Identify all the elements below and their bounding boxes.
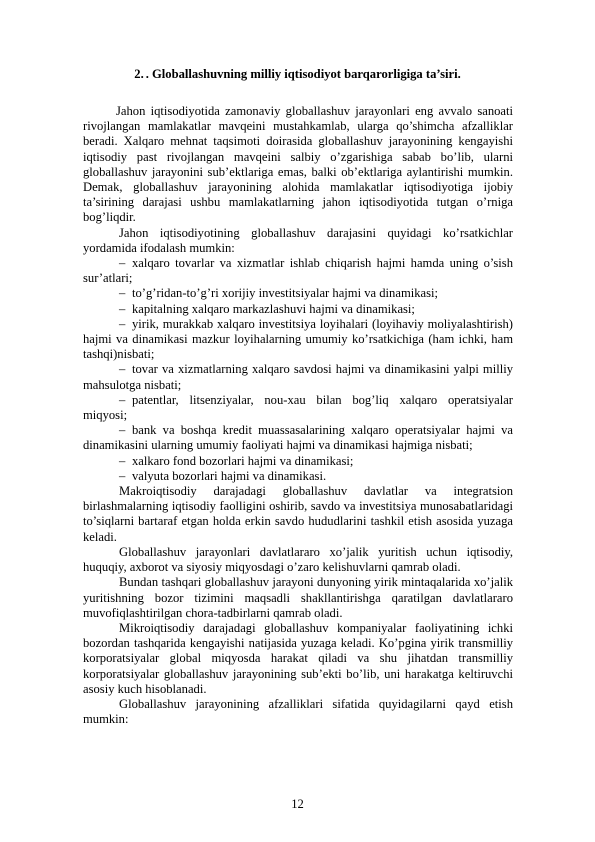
list-item-text: xalkaro fond bozorlari hajmi va dinamikasi;	[132, 453, 354, 468]
list-item	[83, 469, 513, 484]
list-item	[83, 256, 513, 286]
list-item-text: tovar va xizmatlarning xalqaro savdosi hajmi va dinamikasini yalpi milliy mahsulotga nisbati;	[83, 362, 513, 392]
bullet-dash: –	[119, 256, 126, 271]
bullet-dash: –	[119, 453, 126, 468]
section-number: 2.	[134, 67, 144, 81]
paragraph-6: Mikroiqtisodiy darajadagi globallashuv kompaniyalar faoliyatining ichki bozordan tashqarida kengayishi natijasida yuzaga keladi. Ko’pgina yirik transmilliy korporatsiyalar global miqyosda harakat qiladi va shu jihatdan transmilliy korporatsiyalar globallashuv jarayonining sub’ekti bo’lib, uni harakatga keltiruvchi asosiy kuch hisoblanadi.	[83, 620, 513, 696]
list-item-text: bank va boshqa kredit muassasalarining xalqaro operatsiyalar hajmi va dinamikasini ularning umumiy faoliyati hajmi va dinamikasi hajmiga nisbati;	[83, 423, 513, 453]
section-title	[0, 67, 595, 82]
list-item	[83, 423, 513, 453]
list-item-text: kapitalning xalqaro markazlashuvi hajmi va dinamikasi;	[132, 301, 415, 316]
bullet-dash: –	[119, 362, 126, 377]
bullet-dash: –	[119, 468, 126, 483]
list-item-text: valyuta bozorlari hajmi va dinamikasi.	[132, 468, 327, 483]
paragraph-7: Globallashuv jarayonining afzalliklari sifatida quyidagilarni qayd etish mumkin:	[83, 696, 513, 727]
paragraph-3: Makroiqtisodiy darajadagi globallashuv davlatlar va integratsion birlashmalarning iqtisodiy faolligini oshirib, savdo va investitsiya munosabatlaridagi to’siqlarni bartaraf etgan holda erkin savdo hududlarini tashkil etish asosida yuzaga keladi.	[83, 484, 513, 544]
list-item	[83, 317, 513, 363]
bullet-dash: –	[119, 423, 126, 438]
body-text	[83, 104, 513, 727]
list-item-text: to’g’ridan-to’g’ri xorijiy investitsiyalar hajmi va dinamikasi;	[132, 286, 439, 301]
page-number: 12	[291, 797, 304, 811]
list-item	[83, 286, 513, 301]
list-item	[83, 362, 513, 392]
paragraph-4: Globallashuv jarayonlari davlatlararo xo’jalik yuritish uchun iqtisodiy, huquqiy, axborot va siyosiy miqyosdagi o’zaro kelishuvlarni qamrab oladi.	[83, 544, 513, 575]
list-item	[83, 454, 513, 469]
paragraph-2: Jahon iqtisodiyotining globallashuv darajasini quyidagi ko’rsatkichlar yordamida ifodalash mumkin:	[83, 225, 513, 255]
bullet-dash: –	[119, 301, 126, 316]
list-item	[83, 302, 513, 317]
list-item-text: patentlar, litsenziyalar, nou-xau bilan bog’liq xalqaro operatsiyalar miqyosi;	[83, 392, 513, 423]
bullet-dash: –	[119, 392, 126, 407]
paragraph-5: Bundan tashqari globallashuv jarayoni dunyoning yirik mintaqalarida xo’jalik yuritishning bozor tizimini maqsadli shakllantirishga qaratilgan davlatlararo muvofiqlashtirilgan chora-tadbirlarni qamrab oladi.	[83, 575, 513, 620]
list-item-text: yirik, murakkab xalqaro investitsiya loyihalari (loyihaviy moliyalashtirish) hajmi va dinamikasi mazkur loyihalarning umumiy ko’rsatkichiga (ham ichki, ham tashqi)nisbati;	[83, 316, 513, 362]
list-item-text: xalqaro tovarlar va xizmatlar ishlab chiqarish hajmi hamda uning o’sish sur’atlari;	[83, 256, 513, 286]
section-title-text: . Globallashuvning milliy iqtisodiyot barqarorligiga ta’siri.	[145, 67, 461, 81]
list-item	[83, 393, 513, 423]
bullet-dash: –	[119, 316, 126, 331]
paragraph-1: Jahon iqtisodiyotida zamonaviy globallashuv jarayonlari eng avvalo sanoati rivojlangan mamlakatlar mavqeini mustahkamlab, ularga qo’shimcha afzalliklar beradi. Xalqaro mehnat taqsimoti doirasida globallashuv jarayonining kengayishi iqtisodiy past rivojlangan mavqeini salbiy o’zgarishiga sabab bo’lib, ularni globallashuv jarayonini sub’ektlariga emas, balki ob’ektlariga aylantirishi mumkin. Demak, globallashuv jarayonining alohida mamlakatlar iqtisodiyotiga ijobiy ta’sirining darajasi ushbu mamlakatlarning jahon iqtisodiyotida tutgan o’rniga bog’liqdir.	[83, 104, 513, 225]
bullet-dash: –	[119, 286, 126, 301]
